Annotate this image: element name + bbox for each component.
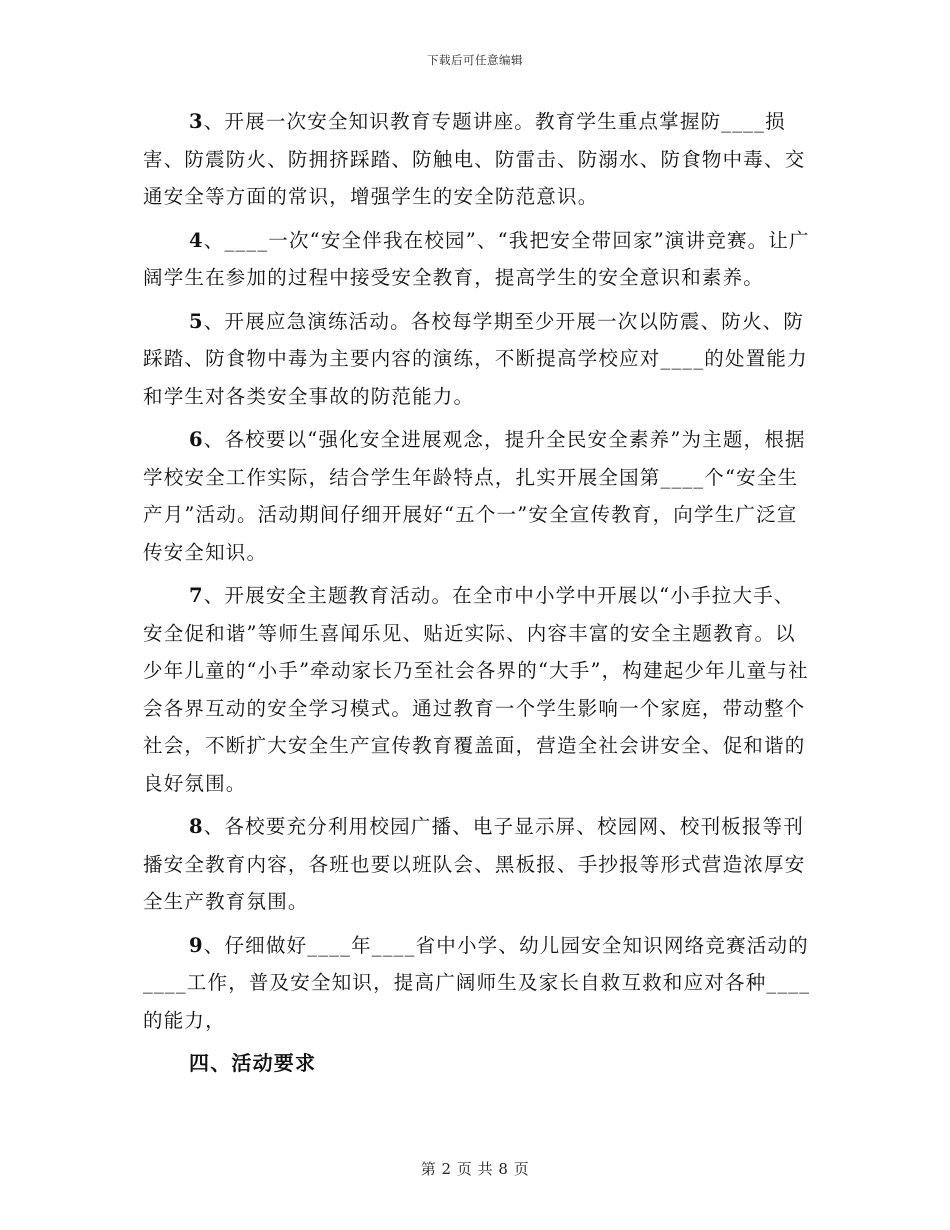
document-body — [143, 103, 813, 1083]
paragraph-text: 、开展一次安全知识教育专题讲座。教育学生重点掌握防____损害、防震防火、防拥挤踩踏、防触电、防雷击、防溺水、防食物中毒、交通安全等方面的常识，增强学生的安全防范意识。 — [143, 110, 806, 208]
paragraph-number: 9 — [189, 933, 204, 957]
paragraph-number: 7 — [189, 584, 204, 607]
paragraph-item-4 — [143, 222, 813, 297]
paragraph-item-8 — [143, 808, 813, 921]
paragraph-text: 、开展应急演练活动。各校每学期至少开展一次以防震、防火、防踩踏、防食物中毒为主要内容的演练，不断提高学校应对____的处置能力和学生对各类安全事故的防范能力。 — [143, 309, 808, 408]
paragraph-text: 、各校要充分利用校园广播、电子显示屏、校园网、校刊板报等刊播安全教育内容，各班也要以班队会、黑板报、手抄报等形式营造浓厚安全生产教育氛围。 — [143, 815, 806, 913]
paragraph-number: 8 — [189, 815, 204, 838]
paragraph-number: 6 — [189, 428, 204, 451]
paragraph-number: 4 — [189, 228, 204, 252]
paragraph-item-6 — [143, 421, 813, 571]
paragraph-item-3 — [143, 103, 813, 216]
paragraph-text: 、仔细做好____年____省中小学、幼儿园安全知识网络竞赛活动的____工作，普及安全知识，提高广阔师生及家长自救互救和应对各种____的能力， — [143, 933, 811, 1032]
paragraph-item-5 — [143, 303, 813, 416]
paragraph-number: 3 — [189, 110, 204, 133]
section-heading: 四、活动要求 — [189, 1051, 317, 1075]
page-header: 下载后可任意编辑 — [427, 53, 523, 67]
page-number-footer: 第 2 页 共 8 页 — [420, 1160, 530, 1178]
paragraph-text: 、开展安全主题教育活动。在全市中小学中开展以“小手拉大手、安全促和谐”等师生喜闻乐见、贴近实际、内容丰富的安全主题教育。以少年儿童的“小手”牵动家长乃至社会各界的“大手”，构建起少年儿童与社会各界互动的安全学习模式。通过教育一个学生影响一个家庭，带动整个社会，不断扩大安全生产宣传教育覆盖面，营造全社会讲安全、促和谐的良好氛围。 — [143, 584, 809, 795]
paragraph-text: 、各校要以“强化安全进展观念，提升全民安全素养”为主题，根据学校安全工作实际，结合学生年龄特点，扎实开展全国第____个“安全生产月”活动。活动期间仔细开展好“五个一”安全宣传教育，向学生广泛宣传安全知识。 — [143, 428, 806, 564]
paragraph-text: 、____一次“安全伴我在校园”、“我把安全带回家”演讲竞赛。让广阔学生在参加的过程中接受安全教育，提高学生的安全意识和素养。 — [143, 228, 810, 289]
paragraph-item-9 — [143, 927, 813, 1040]
paragraph-item-7 — [143, 577, 813, 802]
paragraph-number: 5 — [189, 309, 204, 333]
